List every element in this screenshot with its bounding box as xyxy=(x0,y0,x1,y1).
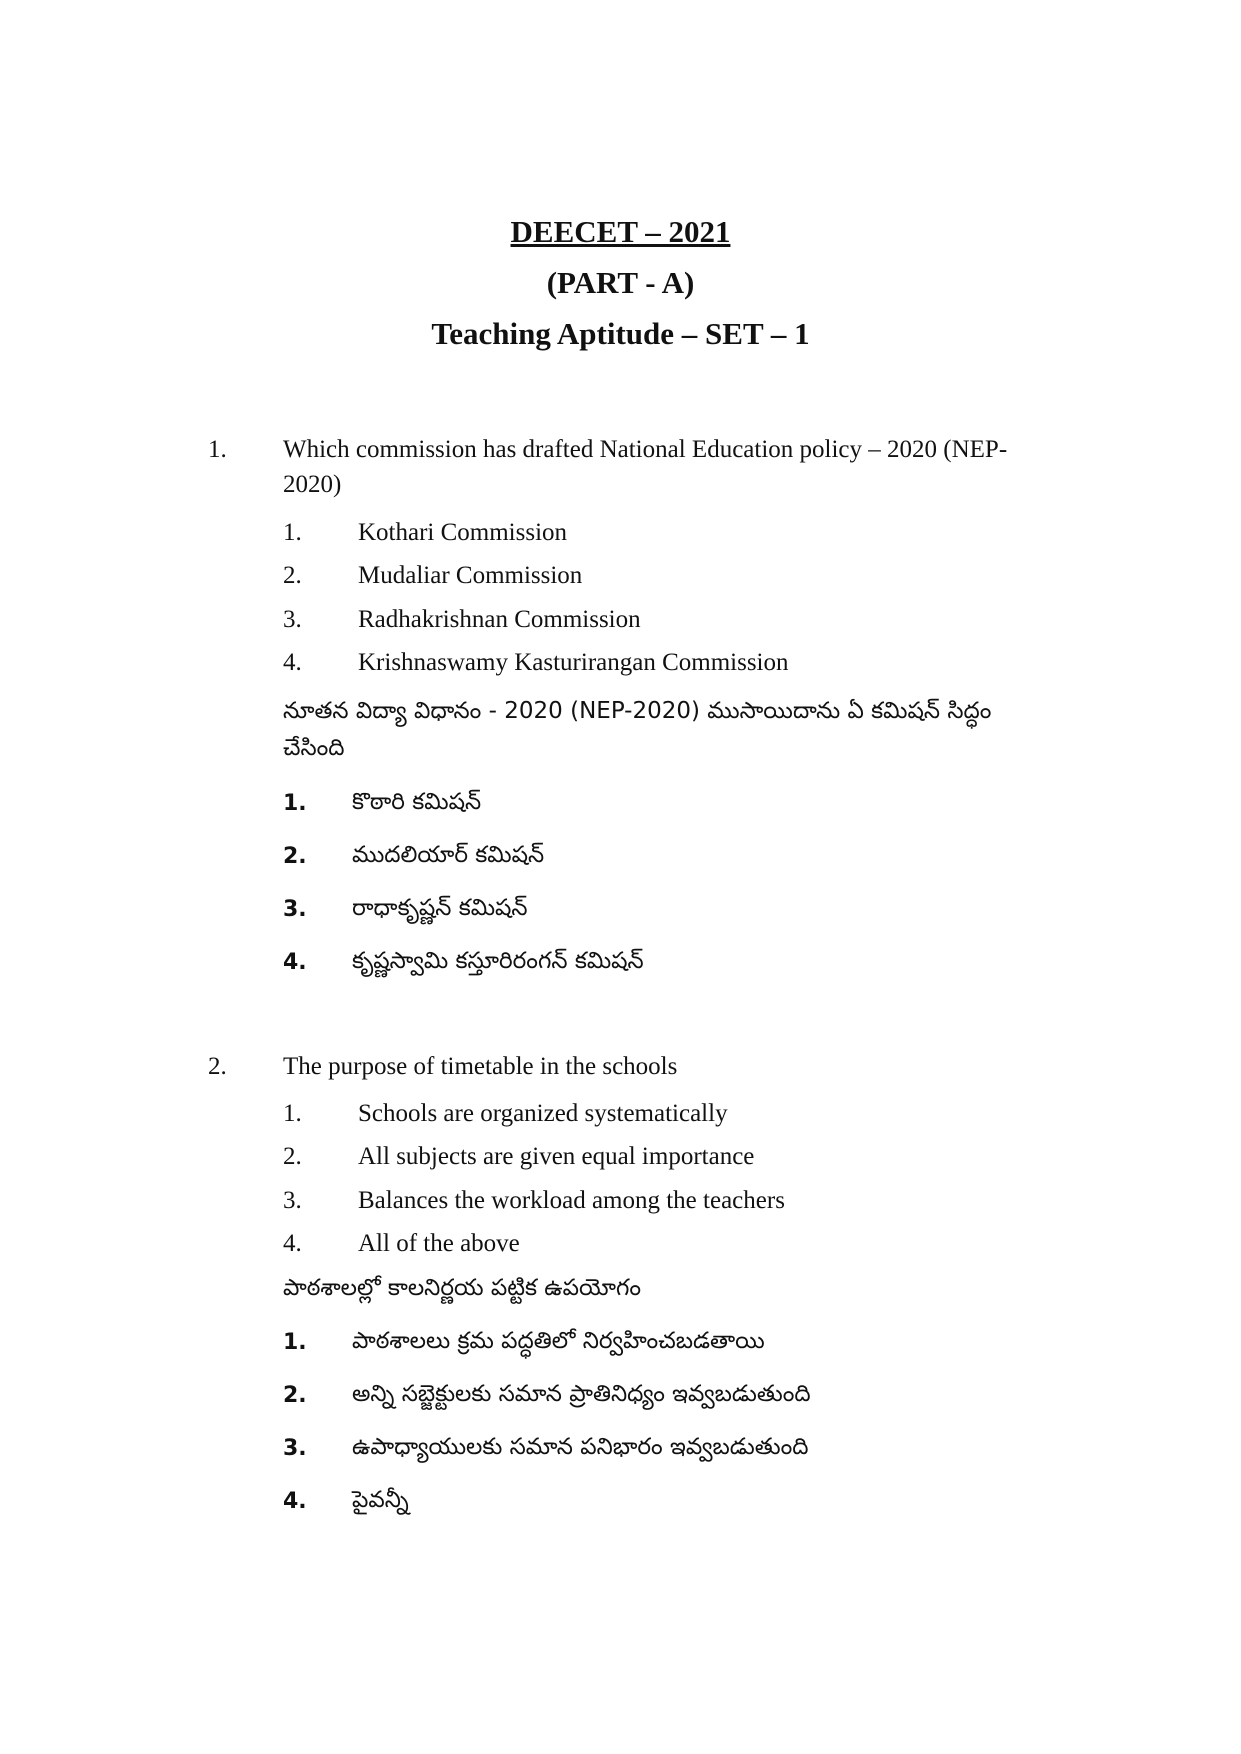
option-number: 3. xyxy=(283,1436,307,1461)
option-number: 3. xyxy=(283,1187,302,1214)
question-text-te: పాఠశాలల్లో కాలనిర్ణయ పట్టిక ఉపయోగం xyxy=(283,1275,642,1301)
option-text-te: రాధాకృష్ణన్ కమిషన్ xyxy=(352,895,528,921)
exam-part: (PART - A) xyxy=(546,265,695,300)
option-text-en: Schools are organized systematically xyxy=(358,1100,728,1127)
option-text-en: Mudaliar Commission xyxy=(358,562,583,589)
option-text-en: Krishnaswamy Kasturirangan Commission xyxy=(358,649,789,676)
option-number: 4. xyxy=(283,1230,302,1257)
option-number: 1. xyxy=(283,791,307,816)
option-number: 4. xyxy=(283,649,302,676)
option-text-te: ముదలియార్ కమిషన్ xyxy=(352,842,545,868)
question-number: 1. xyxy=(208,436,227,463)
option-text-en: Balances the workload among the teachers xyxy=(358,1187,785,1214)
option-number: 1. xyxy=(283,1100,302,1127)
option-number: 2. xyxy=(283,562,302,589)
option-number: 3. xyxy=(283,606,302,633)
question-text-en: The purpose of timetable in the schools xyxy=(283,1053,678,1080)
option-text-te: పాఠశాలలు క్రమ పద్ధతిలో నిర్వహించబడతాయి xyxy=(352,1328,765,1354)
option-number: 1. xyxy=(283,519,302,546)
option-text-en: Radhakrishnan Commission xyxy=(358,606,641,633)
option-number: 2. xyxy=(283,1143,302,1170)
question-text-en: Which commission has drafted National Education policy – 2020 (NEP-2020) xyxy=(283,436,1008,498)
option-number: 1. xyxy=(283,1330,307,1355)
option-text-te: ఉపాధ్యాయులకు సమాన పనిభారం ఇవ్వబడుతుంది xyxy=(352,1434,809,1460)
exam-subject: Teaching Aptitude – SET – 1 xyxy=(431,316,810,351)
option-text-te: కృష్ణస్వామి కస్తూరిరంగన్ కమిషన్ xyxy=(352,948,644,974)
option-number: 2. xyxy=(283,844,307,869)
option-text-en: All of the above xyxy=(358,1230,520,1257)
option-text-en: Kothari Commission xyxy=(358,519,568,546)
option-number: 4. xyxy=(283,1489,307,1514)
option-number: 4. xyxy=(283,950,307,975)
question-number: 2. xyxy=(208,1053,227,1080)
option-number: 2. xyxy=(283,1383,307,1408)
option-text-te: పైవన్నీ xyxy=(352,1487,409,1513)
option-text-en: All subjects are given equal importance xyxy=(358,1143,755,1170)
question-text-te: నూతన విద్యా విధానం - 2020 (NEP-2020) ముసాయిదాను ఏ కమిషన్ సిద్ధం చేసింది xyxy=(283,698,992,761)
option-text-te: కొఠారి కమిషన్ xyxy=(352,789,482,815)
exam-title: DEECET – 2021 xyxy=(510,214,731,249)
option-text-te: అన్ని సబ్జెక్టులకు సమాన ప్రాతినిధ్యం ఇవ్వబడుతుంది xyxy=(352,1381,811,1407)
option-number: 3. xyxy=(283,897,307,922)
